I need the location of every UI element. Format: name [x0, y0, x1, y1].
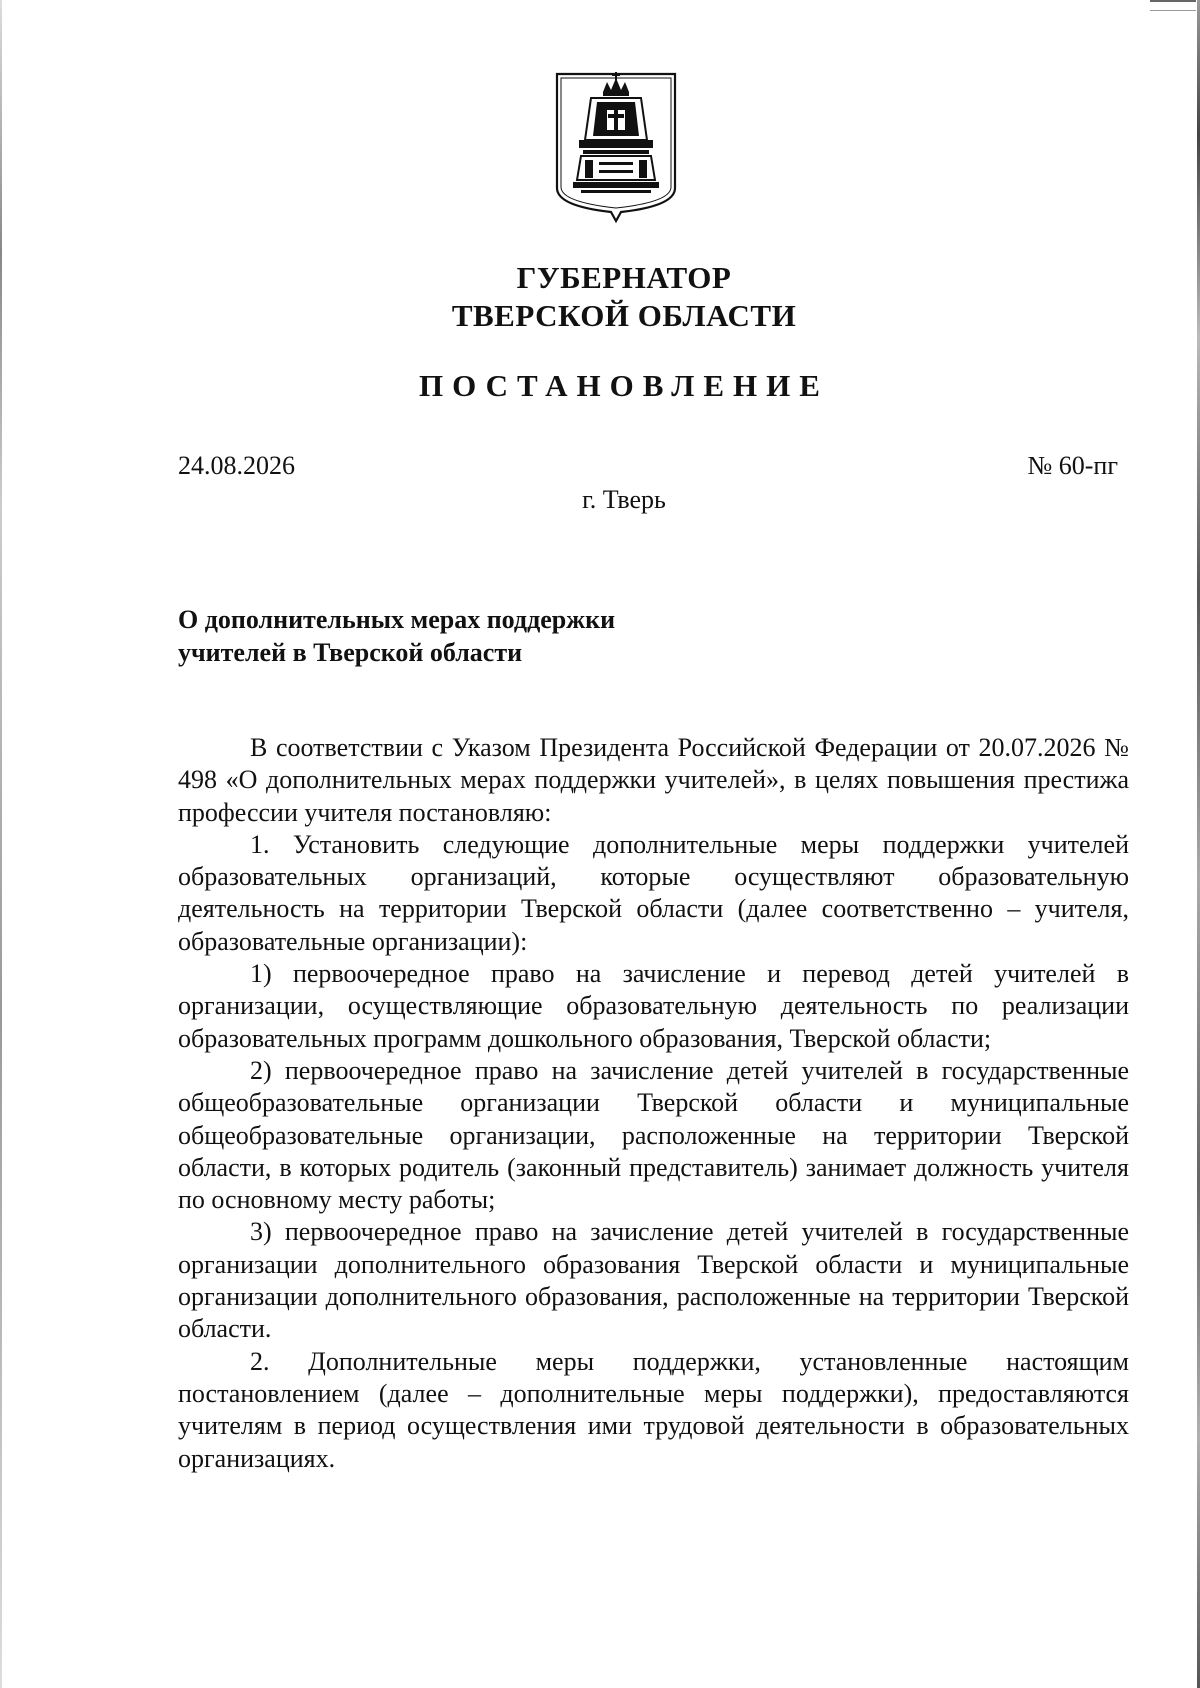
- subject-line2: учителей в Тверской области: [178, 638, 523, 667]
- coat-of-arms-icon: [551, 70, 681, 224]
- document-subject: [178, 603, 778, 669]
- scan-edge-left: [0, 0, 2, 1688]
- document-type-title: ПОСТАНОВЛЕНИЕ: [419, 368, 829, 403]
- body-paragraph-preamble: В соответствии с Указом Президента Российской Федерации от 20.07.2026 № 498 «О дополнительных мерах поддержки учителей», в целях повышения престижа профессии учителя постановляю:: [178, 733, 1129, 827]
- scan-corner-mark: [1150, 0, 1196, 11]
- body-paragraph-item-2: 2. Дополнительные меры поддержки, установленные настоящим постановлением (далее – дополнительные меры поддержки), предоставляются учителям в период осуществления ими трудовой деятельности в образовательных организациях.: [178, 1346, 1129, 1473]
- subject-line1: О дополнительных мерах поддержки: [178, 605, 616, 634]
- body-paragraph-subitem-2: 2) первоочередное право на зачисление детей учителей в государственные общеобразовательные организации Тверской области и муниципальные общеобразовательные организации, расположенные на территории Тверской области, в которых родитель (законный представитель) занимает должность учителя по основному месту работы;: [178, 1055, 1129, 1215]
- body-paragraph-item-1: 1. Установить следующие дополнительные меры поддержки учителей образовательных организаций, которые осуществляют образовательную деятельность на территории Тверской области (далее соответственно – учителя, образовательные организации):: [178, 829, 1129, 956]
- document-city: г. Тверь: [582, 485, 666, 514]
- body-paragraph-subitem-1: 1) первоочередное право на зачисление и перевод детей учителей в организации, осуществляющие образовательную деятельность по реализации образовательных программ дошкольного образования, Тверской области;: [178, 959, 1129, 1053]
- issuer-title-line2: ТВЕРСКОЙ ОБЛАСТИ: [451, 298, 797, 333]
- body-paragraph-subitem-3: 3) первоочередное право на зачисление детей учителей в государственные организации дополнительного образования Тверской области и муниципальные организации дополнительного образования, расположенные на территории Тверской области.: [178, 1217, 1129, 1344]
- document-number: № 60-пг: [1027, 451, 1118, 480]
- document-body: [178, 732, 1129, 1475]
- issuer-title-line1: ГУБЕРНАТОР: [516, 260, 732, 295]
- document-date: 24.08.2026: [178, 451, 295, 480]
